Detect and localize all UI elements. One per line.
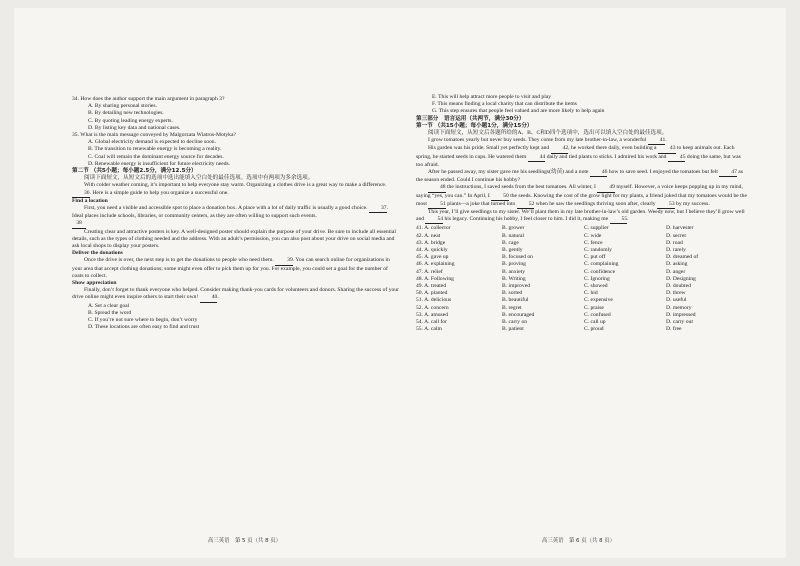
cloze-option: D. dreamed of <box>666 254 699 261</box>
choice-a: A. Set a clear goal <box>88 302 130 309</box>
section-1-heading: 第一节 （共15小题；每小题1分，满分15分） <box>416 122 533 129</box>
cloze-option: B. natural <box>502 232 525 239</box>
cloze-option: C. confidence <box>583 268 616 275</box>
cloze-option: 47. A. relief <box>416 268 443 275</box>
cloze-paragraph-3 <box>416 169 748 184</box>
find-paragraph: First, you need a visible and accessible spot to place a donation box. A place with a lot of daily traffic is usually a good choice. 37. Ideal places include schools, libraries, or community centers, as they are often willing to support such events. <box>72 205 388 220</box>
blank-51: 51 <box>428 201 446 209</box>
cloze-option: B. encouraged <box>502 311 535 318</box>
cloze-option: D. road <box>666 239 683 246</box>
cloze-option-row <box>416 297 748 304</box>
blank-38: 38 <box>72 220 86 228</box>
deliver-paragraph: Once the drive is over, the next step is to get the donations to people who need them. 39. You can search online for organizations in your area that accept clothing donations; some might even offer to pick them up for you. For example, you could set a goal for the number of coats to collect. <box>72 257 390 279</box>
cloze-option: 49. A. treated <box>416 283 447 290</box>
cloze-option: B. carry on <box>502 319 528 326</box>
cloze-option: D. harvester <box>666 225 694 232</box>
p3-text-1: After he passed away, my sister gave me his seedlings(幼苗) and a note <box>428 169 589 176</box>
intro-text: With colder weather coming, it’s important to help everyone stay warm. Organizing a clothes drive is a great way to make a difference. <box>84 182 387 189</box>
cloze-option: C. randomly <box>583 247 612 254</box>
p3-text-3: as the season ended. Could I continue his hobby? <box>416 169 743 184</box>
cloze-option: C. expensive <box>583 297 613 304</box>
p5-text-end: . <box>627 216 629 223</box>
q35-option-d: D. Renewable energy is insufficient for future electricity needs. <box>88 160 231 167</box>
blank-48: 48 <box>428 184 446 192</box>
cloze-option: D. anger <box>666 268 686 275</box>
cloze-option: B. beautiful <box>502 297 529 304</box>
intro-paragraph: With colder weather coming, it’s important to help everyone stay warm. Organizing a clothes drive is a great way to make a difference. 36. Here is a simple guide to help you organize a successful one. <box>72 182 400 197</box>
deliver-text-2: You can search online for organizations in your area that accept clothing donations; some might even offer to pick them up for you. For example, you could set a goal for the number of coats to collect. <box>72 257 390 279</box>
blank-40: 40 <box>200 294 218 302</box>
footer-page-5: 高三英语 第 5 页（共 8 页） <box>208 538 282 544</box>
cloze-option: C. proud <box>583 326 604 333</box>
cloze-option: C. praise <box>583 304 604 311</box>
cloze-option: B. focused on <box>502 254 533 261</box>
q35-option-c: C. Coal will remain the dominant energy source for decades. <box>88 153 224 160</box>
right-page <box>416 94 748 334</box>
cloze-option: 53. A. amused <box>416 311 449 318</box>
cloze-option: 48. A. Following <box>416 275 454 282</box>
cloze-option: B. improved <box>502 283 530 290</box>
cloze-option: B. patient <box>502 326 524 333</box>
choice-c: C. If you’re not sure where to begin, don’t worry <box>88 317 198 324</box>
blank-50: 50 <box>491 193 509 201</box>
cloze-option: 50. A. planted <box>416 290 448 297</box>
cloze-option-row <box>416 269 748 276</box>
cloze-option-row <box>416 276 748 283</box>
p5-text-1: This year, I’ll give seedlings to my sister. We’ll plant them in my late brother-in-law’s old garden. Weedy now, but I believe they’ll grow well and <box>416 209 745 223</box>
cloze-option-row <box>416 225 748 232</box>
blank-46: 46 <box>590 169 608 177</box>
cloze-option: D. threw <box>666 290 686 297</box>
deliver-text: Once the drive is over, the next step is to get the donations to people who need them. <box>84 257 274 264</box>
heading-deliver: Deliver the donations <box>72 250 123 257</box>
cloze-option: D. rarely <box>666 247 686 254</box>
cloze-option-row <box>416 312 748 319</box>
cloze-option-row <box>416 290 748 297</box>
p2-text-4: daily and tied plants to sticks. I admired his work and <box>546 153 667 160</box>
choice-b: B. Spread the word <box>88 309 132 316</box>
cloze-option: D. carry out <box>666 319 693 326</box>
cloze-option-row <box>416 261 748 268</box>
cloze-option: C. supplier <box>583 225 609 232</box>
cloze-option-row <box>416 240 748 247</box>
p4-text-3: the seeds. Knowing the cost of the grow light for my plants, a friend joked that my tomatoes would be the most <box>416 192 747 207</box>
blank-55: 55 <box>610 216 628 224</box>
cloze-option: B. grower <box>502 225 525 232</box>
q35-option-b: B. The transition to renewable energy is becoming a reality. <box>88 146 222 153</box>
heading-blank-38 <box>72 220 400 228</box>
cloze-option: B. Writing <box>502 275 526 282</box>
p4-text-1: the instructions, I saved seeds from the best tomatoes. All winter, I <box>447 184 596 191</box>
show-paragraph: Finally, don’t forget to thank everyone who helped. Consider making thank-you cards for volunteers and donors. Sharing the success of your drive online might even inspire others to start their own! 40. <box>72 287 400 302</box>
cloze-option: 44. A. quickly <box>416 247 448 254</box>
q34-option-c: C. By quoting leading energy experts. <box>88 117 173 124</box>
cloze-option: 42. A. neat <box>416 232 441 239</box>
cloze-option: B. anxiety <box>502 268 526 275</box>
p3-text-2: how to save seed. I enjoyed the tomatoes but felt <box>608 169 718 176</box>
question-35-stem: 35. What is the main message conveyed by Malgorzata Wiatros-Motyka? <box>72 132 236 139</box>
blank-53: 53 <box>657 201 675 209</box>
cloze-option: D. impressed <box>666 311 696 318</box>
p4-text-4: plants—a joke that turned into <box>447 200 516 207</box>
blank-41: 41 <box>648 137 666 145</box>
heading-find-location: Find a location <box>72 197 108 204</box>
cloze-option-row <box>416 319 748 326</box>
cloze-option: D. secret <box>666 232 686 239</box>
blank-37: 37 <box>369 205 387 213</box>
cloze-option: 55. A. calm <box>416 326 442 333</box>
choice-e: E. This will help attract more people to visit and play <box>432 94 552 100</box>
p1-text: I grow tomatoes yearly but never buy seeds. They come from my late brother-in-law, a wonderful <box>428 137 647 144</box>
cloze-option: D. free <box>666 326 682 333</box>
p4-text-6: by my success. <box>676 200 710 207</box>
q34-option-b: B. By detailing new technologies. <box>88 110 164 117</box>
cloze-option: B. cage <box>502 239 519 246</box>
blank-42: 42 <box>551 145 569 153</box>
cloze-paragraph-2 <box>416 145 748 169</box>
question-34-stem: 34. How does the author support the main argument in paragraph 3? <box>72 96 225 102</box>
p4-text-2: myself. However, a voice keeps popping up in my mind, saying “yes, you can.” In April, I <box>416 184 743 199</box>
p2-text-2: , he worked there daily, even building a <box>568 145 657 152</box>
section-1-instruction: 阅读下面短文，从短文后各题所给的A、B、C和D四个选项中，选出可以填入空白处的最佳选项。 <box>428 130 668 137</box>
cloze-option: C. fence <box>583 239 603 246</box>
cloze-option: B. regret <box>502 304 522 311</box>
q35-option-a: A. Global electricity demand is expected to decline soon. <box>88 139 216 146</box>
cloze-option: C. complaining <box>583 261 619 268</box>
find-text: First, you need a visible and accessible spot to place a donation box. A place with a lot of daily traffic is usually a good choice. <box>84 205 368 212</box>
cloze-paragraph-5 <box>416 209 748 224</box>
posters-paragraph: Creating clear and attractive posters is key. A well-designed poster should explain the purpose of your drive. Be sure to include all essential details, such as the types of clothing needed and the address. With an adult’s permission, you can also post about your drive on social media and ask local shops to display your posters. <box>72 228 396 250</box>
choice-f: F. This means finding a local charity that can distribute the items <box>432 101 577 108</box>
part-3-heading: 第三部分 语言运用（共两节，满分30分） <box>416 115 525 122</box>
section-2-heading: 第二节 （共5小题；每小题2.5分，满分12.5分） <box>72 168 197 175</box>
blank-45: 45 <box>668 154 686 162</box>
p2-text-5: doing the same, but was too afraid. <box>416 153 741 168</box>
cloze-options-table <box>416 225 748 333</box>
cloze-option: C. Ignoring <box>583 275 610 282</box>
cloze-option-row <box>416 326 748 333</box>
blank-36: 36 <box>72 190 90 198</box>
exam-sheet <box>14 8 786 558</box>
cloze-option: C. confused <box>583 311 611 318</box>
cloze-option-row <box>416 254 748 261</box>
cloze-option: 52. A. concern <box>416 304 449 311</box>
blank-52: 52 <box>517 201 535 209</box>
cloze-option: B. proving <box>502 261 526 268</box>
p2-text-1: His garden was his pride. Small yet perfectly kept and <box>428 145 550 152</box>
cloze-option: 41. A. collector <box>416 225 451 232</box>
cloze-option: 43. A. bridge <box>416 239 446 246</box>
choice-d: D. These locations are often easy to find and trust <box>88 324 200 331</box>
blank-54: 54 <box>425 216 443 224</box>
cloze-option: C. showed <box>583 283 608 290</box>
blank-44: 44 <box>528 154 546 162</box>
left-page <box>72 96 400 332</box>
p4-text-5: when he saw the seedlings thriving soon after, clearly <box>535 200 656 207</box>
cloze-option: 51. A. delicious <box>416 297 452 304</box>
cloze-option: C. wide <box>583 232 602 239</box>
blank-39: 39 <box>275 257 293 265</box>
cloze-option-row <box>416 247 748 254</box>
show-text: Finally, don’t forget to thank everyone who helped. Consider making thank-you cards for volunteers and donors. Sharing the success of your drive online might even inspire others to start their own! <box>72 287 399 301</box>
intro-text-2: Here is a simple guide to help you organize a successful one. <box>92 189 229 196</box>
cloze-option: C. hid <box>583 290 598 297</box>
q34-option-d: D. By listing key data and national cases. <box>88 124 181 131</box>
cloze-option: 45. A. gave up <box>416 254 449 261</box>
cloze-option: 46. A. explaining <box>416 261 455 268</box>
cloze-option: D. useful <box>666 297 687 304</box>
footer-page-6: 高三英语 第 6 页（共 8 页） <box>542 538 616 544</box>
cloze-option-row <box>416 233 748 240</box>
cloze-option: D. Designing <box>666 275 696 282</box>
cloze-option: C. call up <box>583 319 606 326</box>
section-2-instruction: 阅读下面短文，从短文后的选项中选出能填入空白处的最佳选项。选项中有两项为多余选项。 <box>84 175 314 182</box>
find-text-2: Ideal places include schools, libraries, or community centers, as they are often willing to support such events. <box>72 213 317 220</box>
cloze-option: D. asking <box>666 261 688 268</box>
blank-43: 43 <box>658 145 676 153</box>
cloze-option-row <box>416 305 748 312</box>
blank-47: 47 <box>719 169 737 177</box>
choice-g: G. This step ensures that people feel valued and are more likely to help again <box>432 108 605 115</box>
blank-49: 49 <box>597 184 615 192</box>
cloze-option: D. memory <box>666 304 692 311</box>
p1-text-end: . <box>665 137 667 144</box>
q34-option-a: A. By sharing personal stories. <box>88 103 157 110</box>
cloze-option: D. doubted <box>666 283 691 290</box>
cloze-option: 54. A. call for <box>416 319 447 326</box>
cloze-option: B. gently <box>502 247 523 254</box>
p2-text-3: to keep animals out. Each spring, he started seeds in cups. He watered them <box>416 145 735 160</box>
cloze-option: B. sorted <box>502 290 523 297</box>
cloze-option-row <box>416 283 748 290</box>
p5-text-2: his legacy. Continuing his hobby, I feel closer to him. I did it, making me <box>444 216 609 223</box>
cloze-paragraph-4 <box>416 184 748 209</box>
cloze-option: C. put off <box>583 254 606 261</box>
heading-show-appreciation: Show appreciation <box>72 280 117 287</box>
